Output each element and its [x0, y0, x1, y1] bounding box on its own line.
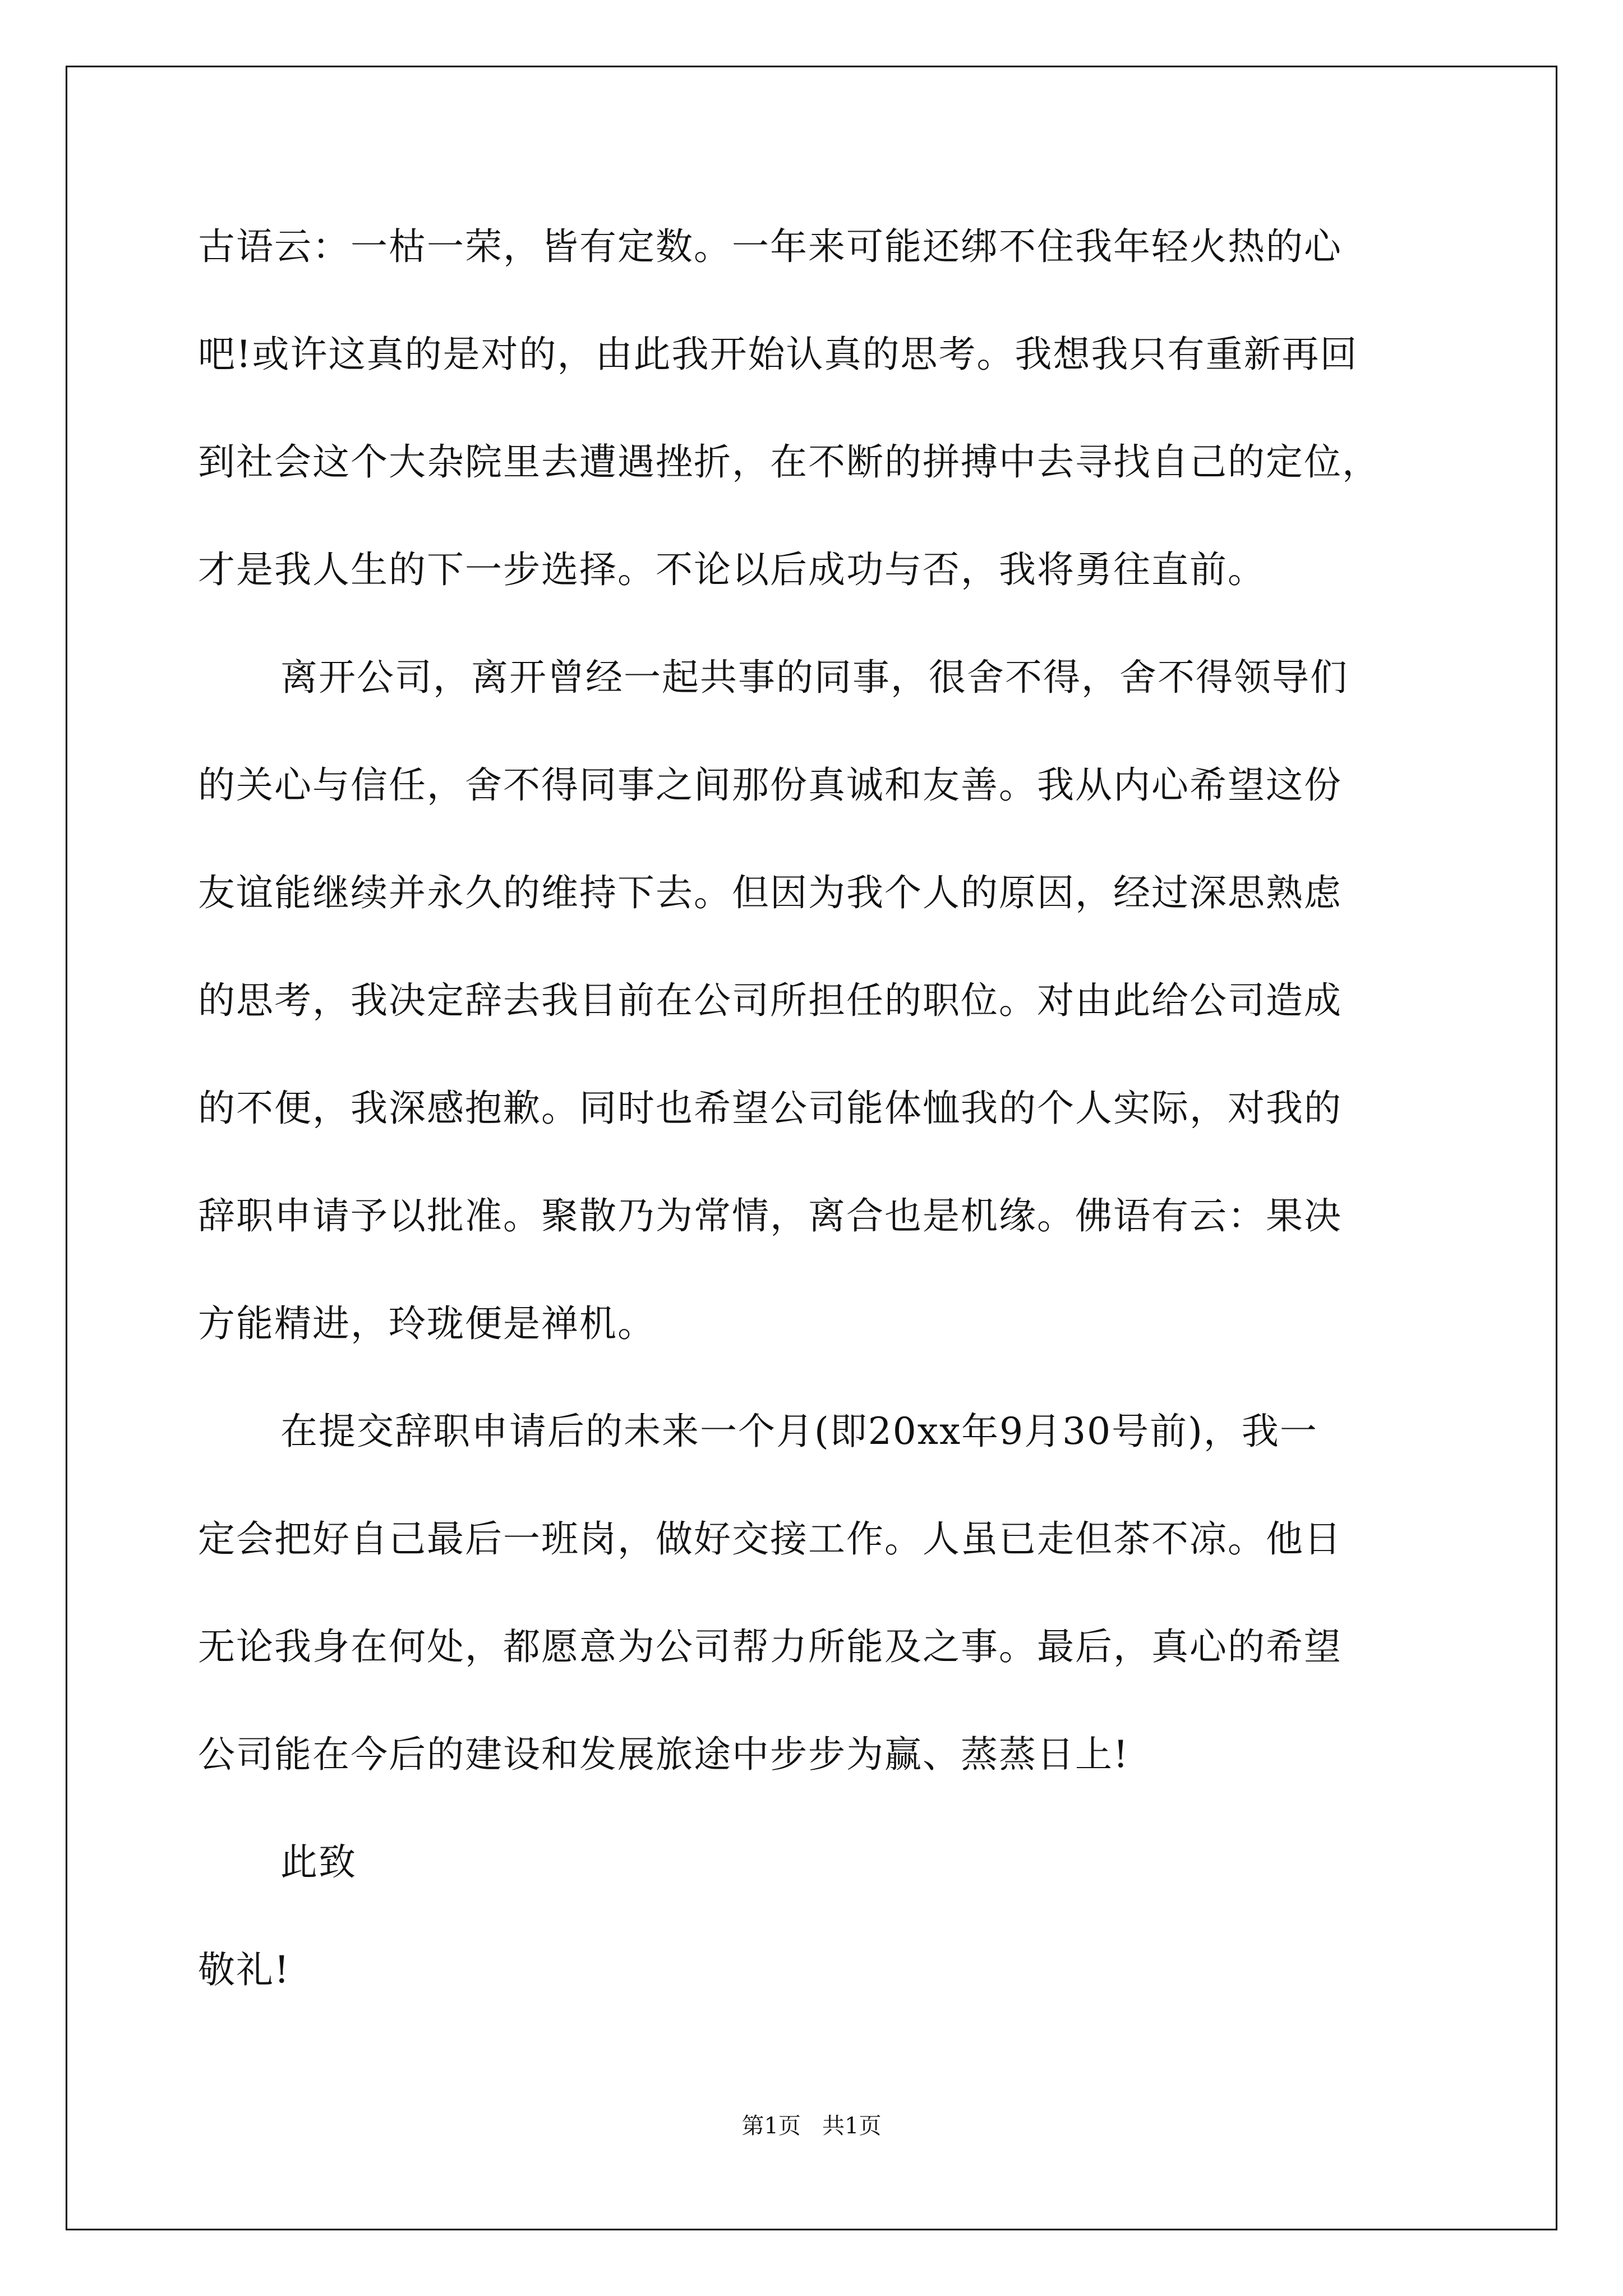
body-line: 吧!或许这真的是对的，由此我开始认真的思考。我想我只有重新再回	[198, 333, 1358, 376]
body-line: 的思考，我决定辞去我目前在公司所担任的职位。对由此给公司造成	[198, 979, 1342, 1022]
body-line: 的不便，我深感抱歉。同时也希望公司能体恤我的个人实际，对我的	[198, 1087, 1342, 1130]
page-number-footer: 第1页 共1页	[741, 2113, 882, 2139]
body-line: 公司能在今后的建设和发展旅途中步步为赢、蒸蒸日上!	[198, 1733, 1129, 1776]
body-line: 古语云：一枯一荣，皆有定数。一年来可能还绑不住我年轻火热的心	[198, 225, 1342, 268]
body-line: 才是我人生的下一步选择。不论以后成功与否，我将勇往直前。	[198, 548, 1266, 591]
body-line: 方能精进，玲珑便是禅机。	[198, 1302, 656, 1345]
body-line: 的关心与信任，舍不得同事之间那份真诚和友善。我从内心希望这份	[198, 763, 1342, 807]
closing-regards: 敬礼!	[198, 1948, 291, 1991]
paragraph-start-line: 离开公司，离开曾经一起共事的同事，很舍不得，舍不得领导们	[280, 656, 1348, 699]
page-border	[66, 66, 1557, 2230]
closing-salutation: 此致	[280, 1841, 357, 1884]
body-line: 无论我身在何处，都愿意为公司帮力所能及之事。最后，真心的希望	[198, 1625, 1342, 1668]
body-line: 友谊能继续并永久的维持下去。但因为我个人的原因，经过深思熟虑	[198, 871, 1342, 914]
body-line: 辞职申请予以批准。聚散乃为常情，离合也是机缘。佛语有云：果决	[198, 1194, 1342, 1237]
paragraph-start-line: 在提交辞职申请后的未来一个月(即20xx年9月30号前)，我一	[280, 1410, 1318, 1453]
body-line: 定会把好自己最后一班岗，做好交接工作。人虽已走但茶不凉。他日	[198, 1517, 1342, 1561]
body-line: 到社会这个大杂院里去遭遇挫折，在不断的拼搏中去寻找自己的定位，	[198, 440, 1380, 484]
